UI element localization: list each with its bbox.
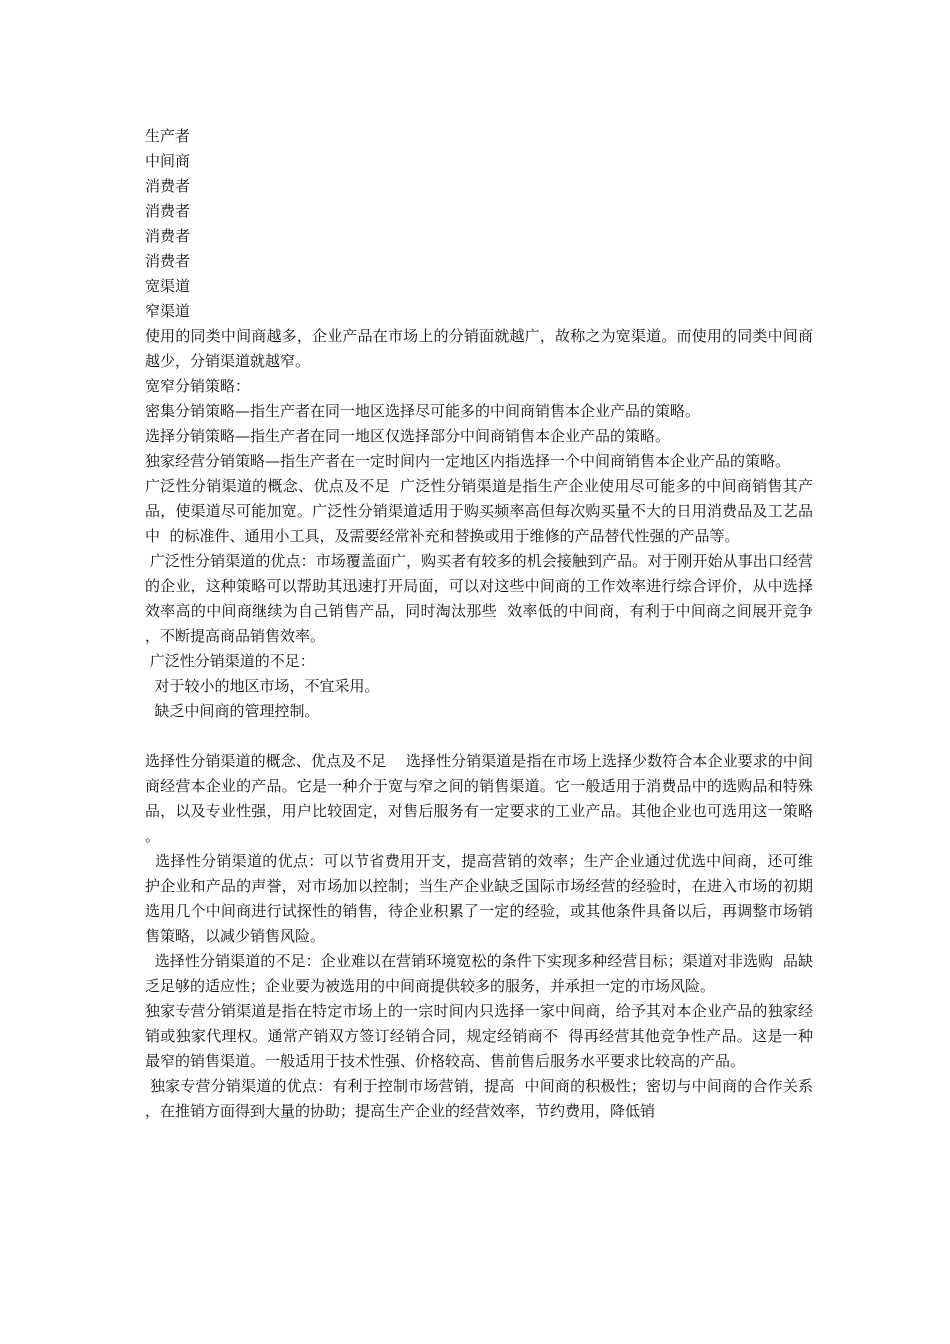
paragraph: 对于较小的地区市场，不宜采用。 <box>145 677 380 695</box>
paragraph: 选择分销策略—指生产者在同一地区仅选择部分中间商销售本企业产品的策略。 <box>145 427 671 445</box>
short-line-producer: 生产者 <box>145 127 191 145</box>
paragraph: 密集分销策略—指生产者在同一地区选择尽可能多的中间商销售本企业产品的策略。 <box>145 402 701 420</box>
short-line-consumer: 消费者 <box>145 202 191 220</box>
short-line-wide-channel: 宽渠道 <box>145 277 191 295</box>
document-body <box>145 124 813 1124</box>
paragraph: 广泛性分销渠道的概念、优点及不足 广泛性分销渠道是指生产企业使用尽可能多的中间商销售其产品，使渠道尽可能加宽。广泛性分销渠道适用于购买频率高但每次购买量不大的日用消费品及工艺品中 的标准件、通用小工具，及需要经常补充和替换或用于维修的产品替代性强的产品等。 <box>145 477 813 545</box>
short-line-consumer: 消费者 <box>145 252 191 270</box>
paragraph: 缺乏中间商的管理控制。 <box>145 702 320 720</box>
paragraph: 独家专营分销渠道的优点：有利于控制市场营销，提高 中间商的积极性；密切与中间商的合作关系，在推销方面得到大量的协助；提高生产企业的经营效率，节约费用，降低销 <box>145 1077 813 1120</box>
paragraph: 使用的同类中间商越多，企业产品在市场上的分销面就越广，故称之为宽渠道。而使用的同类中间商越少，分销渠道就越窄。 <box>145 327 813 370</box>
paragraph: 选择性分销渠道的不足：企业难以在营销环境宽松的条件下实现多种经营目标；渠道对非选购 品缺乏足够的适应性；企业要为被选用的中间商提供较多的服务，并承担一定的市场风险。 <box>145 952 813 995</box>
short-line-narrow-channel: 窄渠道 <box>145 302 191 320</box>
paragraph: 独家专营分销渠道是指在特定市场上的一宗时间内只选择一家中间商，给予其对本企业产品的独家经销或独家代理权。通常产销双方签订经销合同，规定经销商不 得再经营其他竞争性产品。这是一种最窄的销售渠道。一般适用于技术性强、价格较高、售前售后服务水平要求比较高的产品。 <box>145 1002 813 1070</box>
paragraph: 广泛性分销渠道的优点：市场覆盖面广，购买者有较多的机会接触到产品。对于刚开始从事出口经营的企业，这种策略可以帮助其迅速打开局面，可以对这些中间商的工作效率进行综合评价，从中选择效率高的中间商继续为自己销售产品，同时淘汰那些 效率低的中间商，有利于中间商之间展开竞争，不断提高商品销售效率。 <box>145 552 813 645</box>
paragraph: 广泛性分销渠道的不足： <box>145 652 315 670</box>
paragraph-heading: 宽窄分销策略： <box>145 377 251 395</box>
paragraph: 选择性分销渠道的优点：可以节省费用开支，提高营销的效率；生产企业通过优选中间商，还可维护企业和产品的声誉，对市场加以控制；当生产企业缺乏国际市场经营的经验时，在进入市场的初期选用几个中间商进行试探性的销售，待企业积累了一定的经验，或其他条件具备以后，再调整市场销售策略，以减少销售风险。 <box>145 852 813 945</box>
blank-line <box>145 724 813 749</box>
short-line-consumer: 消费者 <box>145 227 191 245</box>
paragraph: 选择性分销渠道的概念、优点及不足 选择性分销渠道是指在市场上选择少数符合本企业要求的中间商经营本企业的产品。它是一种介于宽与窄之间的销售渠道。它一般适用于消费品中的选购品和特殊品，以及专业性强，用户比较固定，对售后服务有一定要求的工业产品。其他企业也可选用这一策略。 <box>145 752 813 845</box>
short-line-consumer: 消费者 <box>145 177 191 195</box>
short-line-intermediary: 中间商 <box>145 152 191 170</box>
paragraph: 独家经营分销策略—指生产者在一定时间内一定地区内指选择一个中间商销售本企业产品的策略。 <box>145 452 791 470</box>
